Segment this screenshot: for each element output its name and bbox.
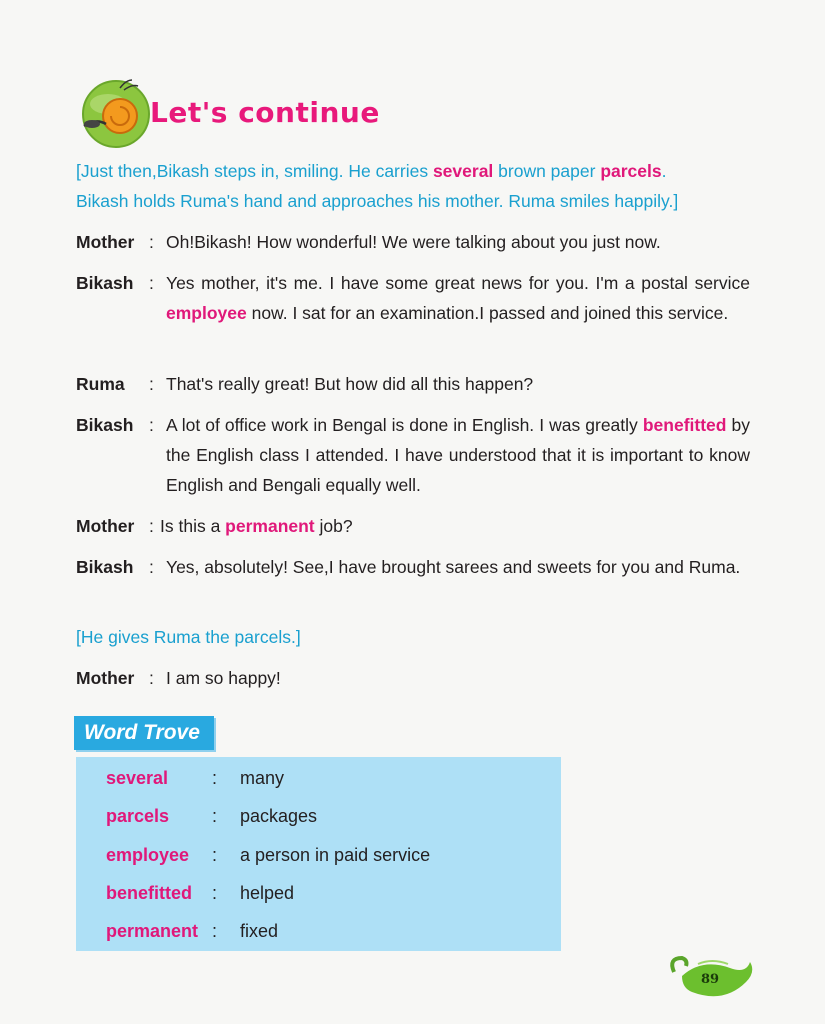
dialogue-text: Is this a permanent job? — [160, 516, 353, 536]
speaker-name: Ruma — [76, 374, 125, 394]
stage-line: [Just then,Bikash steps in, smiling. He carries several brown paper parcels. — [76, 161, 667, 181]
dialogue-text: Yes mother, it's me. I have some great news for you. I'm a postal service employee now. I sat for an examination.I passed and joined this service. — [166, 273, 750, 323]
trove-word: employee — [106, 845, 190, 865]
dialogue-line: Mother : Is this a permanent job? — [76, 511, 752, 541]
dialogue-text: That's really great! But how did all this happen? — [166, 374, 534, 394]
trove-word: benefitted — [106, 883, 193, 903]
vocab-highlight: permanent — [225, 516, 315, 536]
speaker-name: Bikash — [76, 557, 134, 577]
trove-entry: employee : a person in paid service — [76, 836, 561, 874]
section-header — [76, 74, 476, 154]
speaker-name: Mother — [76, 668, 135, 688]
trove-word: parcels — [106, 806, 170, 826]
vocab-highlight: employee — [166, 303, 247, 323]
trove-word: several — [106, 768, 169, 788]
trove-entry: several : many — [76, 759, 561, 797]
trove-meaning: a person in paid service — [240, 845, 431, 865]
speaker-name: Mother — [76, 516, 135, 536]
trove-entry: benefitted : helped — [76, 874, 561, 912]
dialogue-line: Bikash : Yes, absolutely! See,I have brought sarees and sweets for you and Ruma. — [76, 552, 752, 614]
stage-direction — [76, 156, 756, 216]
dialogue-text: A lot of office work in Bengal is done in English. I was greatly benefitted by the English class I attended. I have understood that it is important to know English and Bengali equally well. — [166, 415, 750, 495]
dialogue-line: Bikash : Yes mother, it's me. I have some great news for you. I'm a postal service employee now. I sat for an examination.I passed and joined this service. — [76, 268, 752, 360]
word-trove-title: Word Trove — [74, 716, 214, 750]
vocab-highlight: benefitted — [642, 415, 727, 435]
trove-meaning: helped — [240, 883, 295, 903]
vocab-highlight: parcels — [600, 161, 662, 181]
trove-entry: permanent : fixed — [76, 912, 561, 950]
page-number: 89 — [700, 972, 720, 987]
dialogue-line: Bikash : A lot of office work in Bengal is done in English. I was greatly benefitted by the English class I attended. I have understood that it is important to know English and Bengali equally well. — [76, 410, 752, 502]
speaker-name: Bikash — [76, 273, 134, 293]
stage-line: Bikash holds Ruma's hand and approaches his mother. Ruma smiles happily.] — [76, 191, 679, 211]
stage-direction — [76, 622, 756, 652]
trove-meaning: many — [240, 768, 285, 788]
dialogue-line: Mother : Oh!Bikash! How wonderful! We were talking about you just now. — [76, 227, 752, 257]
word-trove-box — [76, 757, 561, 951]
trove-entry: parcels : packages — [76, 797, 561, 835]
dialogue-text: I am so happy! — [166, 668, 281, 688]
speaker-name: Bikash — [76, 415, 134, 435]
speaker-name: Mother — [76, 232, 135, 252]
dialogue-text: Yes, absolutely! See,I have brought sarees and sweets for you and Ruma. — [166, 557, 741, 577]
stage-line: [He gives Ruma the parcels.] — [76, 627, 301, 647]
dialogue-line: Mother : I am so happy! — [76, 663, 752, 693]
dialogue-line: Ruma : That's really great! But how did all this happen? — [76, 369, 752, 399]
vocab-highlight: several — [432, 161, 494, 181]
trove-meaning: fixed — [240, 921, 279, 941]
dialogue-text: Oh!Bikash! How wonderful! We were talking about you just now. — [166, 232, 661, 252]
section-title: Let's continue — [150, 96, 380, 129]
trove-word: permanent — [106, 921, 199, 941]
trove-meaning: packages — [240, 806, 318, 826]
orange-snail-badge-icon — [76, 74, 156, 154]
